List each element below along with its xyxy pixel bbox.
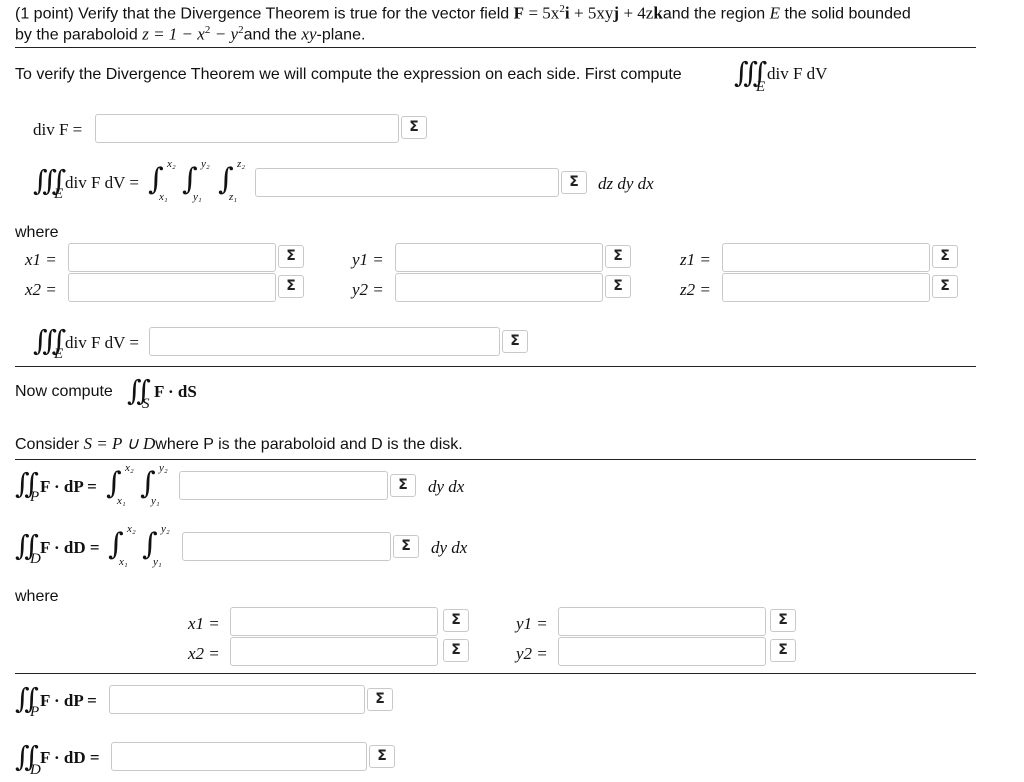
P-limit-x1: x₁	[117, 495, 126, 507]
integral-D-x-icon: ∫	[108, 527, 124, 562]
problem-text-6: -plane.	[316, 26, 366, 44]
flux-P-result-label: F · dP =	[40, 691, 97, 710]
field-term-2: + 5xy	[574, 3, 614, 23]
y1-input[interactable]	[395, 243, 603, 272]
limit-z1: z₁	[229, 191, 238, 203]
divider-2	[15, 366, 976, 367]
s2-x2-sigma-button[interactable]: Σ	[443, 639, 469, 662]
region-sub-E: E	[756, 79, 766, 95]
divider-4	[15, 673, 976, 674]
s2-x1-label: x1 =	[188, 614, 220, 633]
unit-j: j	[613, 3, 620, 23]
now-compute-label: Now compute	[15, 383, 113, 400]
sub-D-2: D	[30, 762, 41, 778]
para-exp-1: 2	[204, 24, 211, 36]
problem-text-2: and the region	[662, 5, 766, 23]
problem-text-4: by the paraboloid	[15, 26, 138, 44]
double-integral-D-icon-2: ∬	[15, 740, 26, 773]
vector-field-F: F	[513, 3, 525, 23]
consider-prefix: Consider	[15, 436, 80, 453]
unit-i: i	[564, 3, 570, 23]
region-sub-E-2: E	[54, 186, 64, 202]
s2-y1-sigma-button[interactable]: Σ	[770, 609, 796, 632]
double-integral-P-icon: ∬	[15, 467, 26, 500]
region-sub-E-3: E	[54, 346, 64, 362]
field-term-1: = 5x	[528, 3, 560, 23]
s2-x1-sigma-button[interactable]: Σ	[443, 609, 469, 632]
limit-y2: y₂	[201, 158, 210, 170]
flux-P-integrand-input[interactable]	[179, 471, 388, 500]
divider-1	[15, 47, 976, 48]
flux-D-result-input[interactable]	[111, 742, 367, 771]
y1-label: y1 =	[352, 250, 384, 269]
limit-y1: y₁	[193, 191, 202, 203]
z2-input[interactable]	[722, 273, 930, 302]
integral-z-icon: ∫	[218, 162, 234, 197]
integrand-sigma-button[interactable]: Σ	[561, 171, 587, 194]
section1-intro: To verify the Divergence Theorem we will compute the expression on each side. First compute	[15, 66, 682, 83]
flux-P-integrand-sigma-button[interactable]: Σ	[390, 474, 416, 497]
x2-input[interactable]	[68, 273, 276, 302]
divF-label: div F =	[33, 120, 83, 139]
consider-tail: where P is the paraboloid and D is the disk.	[155, 436, 463, 453]
z2-label: z2 =	[680, 280, 711, 299]
flux-P-result-input[interactable]	[109, 685, 365, 714]
z2-sigma-button[interactable]: Σ	[932, 275, 958, 298]
P-limit-y2: y₂	[159, 462, 168, 474]
x1-input[interactable]	[68, 243, 276, 272]
divF-input[interactable]	[95, 114, 399, 143]
field-exponent: 2	[559, 3, 565, 15]
D-differential: dy dx	[431, 538, 468, 557]
triple-integral-icon: ∭	[734, 56, 755, 89]
P-differential: dy dx	[428, 477, 465, 496]
problem-text: (1 point) Verify that the Divergence Theorem is true for the vector field	[15, 5, 510, 23]
triple-integral-label: div F dV =	[65, 173, 139, 192]
triple-result-label: div F dV =	[65, 333, 139, 352]
flux-D-integrand-sigma-button[interactable]: Σ	[393, 535, 419, 558]
flux-D-result-sigma-button[interactable]: Σ	[369, 745, 395, 768]
s2-x1-input[interactable]	[230, 607, 438, 636]
s2-y1-input[interactable]	[558, 607, 766, 636]
sub-D: D	[30, 551, 41, 567]
triple-integral-icon-2: ∭	[33, 164, 54, 197]
paraboloid-eq: z = 1 − x	[142, 24, 205, 44]
s2-y2-label: y2 =	[516, 644, 548, 663]
double-integral-icon: ∬	[127, 374, 138, 407]
x2-sigma-button[interactable]: Σ	[278, 275, 304, 298]
integral-P-x-icon: ∫	[106, 466, 122, 501]
y2-sigma-button[interactable]: Σ	[605, 275, 631, 298]
paraboloid-eq-2: − y	[214, 24, 239, 44]
problem-statement-line2	[15, 24, 365, 44]
integral-x-icon: ∫	[148, 162, 164, 197]
limit-x1: x₁	[159, 191, 168, 203]
triple-result-input[interactable]	[149, 327, 500, 356]
problem-text-5: and the	[243, 26, 297, 44]
problem-text-3: the solid bounded	[784, 5, 911, 23]
consider-line	[15, 434, 463, 454]
divider-3	[15, 459, 976, 460]
z1-sigma-button[interactable]: Σ	[932, 245, 958, 268]
z1-label: z1 =	[680, 250, 711, 269]
divF-sigma-button[interactable]: Σ	[401, 116, 427, 139]
sub-P: P	[30, 489, 40, 505]
y2-label: y2 =	[352, 280, 384, 299]
s2-y2-sigma-button[interactable]: Σ	[770, 639, 796, 662]
integral-y-icon: ∫	[182, 162, 198, 197]
flux-label: F · dS	[154, 382, 197, 401]
divF-dV-label: div F dV	[767, 64, 828, 83]
limit-x2: x₂	[167, 158, 176, 170]
flux-P-result-sigma-button[interactable]: Σ	[367, 688, 393, 711]
field-term-3: + 4z	[623, 3, 654, 23]
double-integral-P-icon-2: ∬	[15, 682, 26, 715]
surface-sub-S: S	[142, 396, 150, 412]
x2-label: x2 =	[25, 280, 57, 299]
unit-k: k	[653, 3, 663, 23]
D-limit-y2: y₂	[161, 523, 170, 535]
x1-label: x1 =	[25, 250, 57, 269]
flux-D-label: F · dD =	[40, 538, 100, 557]
s2-x2-label: x2 =	[188, 644, 220, 663]
P-limit-y1: y₁	[151, 495, 160, 507]
D-limit-y1: y₁	[153, 556, 162, 568]
consider-equation: S = P ∪ D	[83, 434, 156, 453]
z1-input[interactable]	[722, 243, 930, 272]
where-label-2: where	[15, 588, 59, 605]
integral-D-y-icon: ∫	[142, 527, 158, 562]
s2-x2-input[interactable]	[230, 637, 438, 666]
s2-y1-label: y1 =	[516, 614, 548, 633]
x1-sigma-button[interactable]: Σ	[278, 245, 304, 268]
D-limit-x2: x₂	[127, 523, 136, 535]
double-integral-D-icon: ∬	[15, 529, 26, 562]
triple-result-sigma-button[interactable]: Σ	[502, 330, 528, 353]
problem-statement	[15, 3, 911, 23]
limit-z2: z₂	[237, 158, 246, 170]
plane-xy: xy	[301, 24, 317, 44]
differential-dzdydx: dz dy dx	[598, 174, 654, 193]
D-limit-x1: x₁	[119, 556, 128, 568]
where-label-1: where	[15, 224, 59, 241]
flux-D-result-label: F · dD =	[40, 748, 100, 767]
P-limit-x2: x₂	[125, 462, 134, 474]
triple-integral-icon-3: ∭	[33, 324, 54, 357]
y2-input[interactable]	[395, 273, 603, 302]
region-E: E	[769, 3, 780, 23]
sub-P-2: P	[30, 704, 40, 720]
para-exp-2: 2	[238, 24, 244, 36]
y1-sigma-button[interactable]: Σ	[605, 245, 631, 268]
flux-P-label: F · dP =	[40, 477, 97, 496]
integrand-input[interactable]	[255, 168, 559, 197]
s2-y2-input[interactable]	[558, 637, 766, 666]
flux-D-integrand-input[interactable]	[182, 532, 391, 561]
integral-P-y-icon: ∫	[140, 466, 156, 501]
